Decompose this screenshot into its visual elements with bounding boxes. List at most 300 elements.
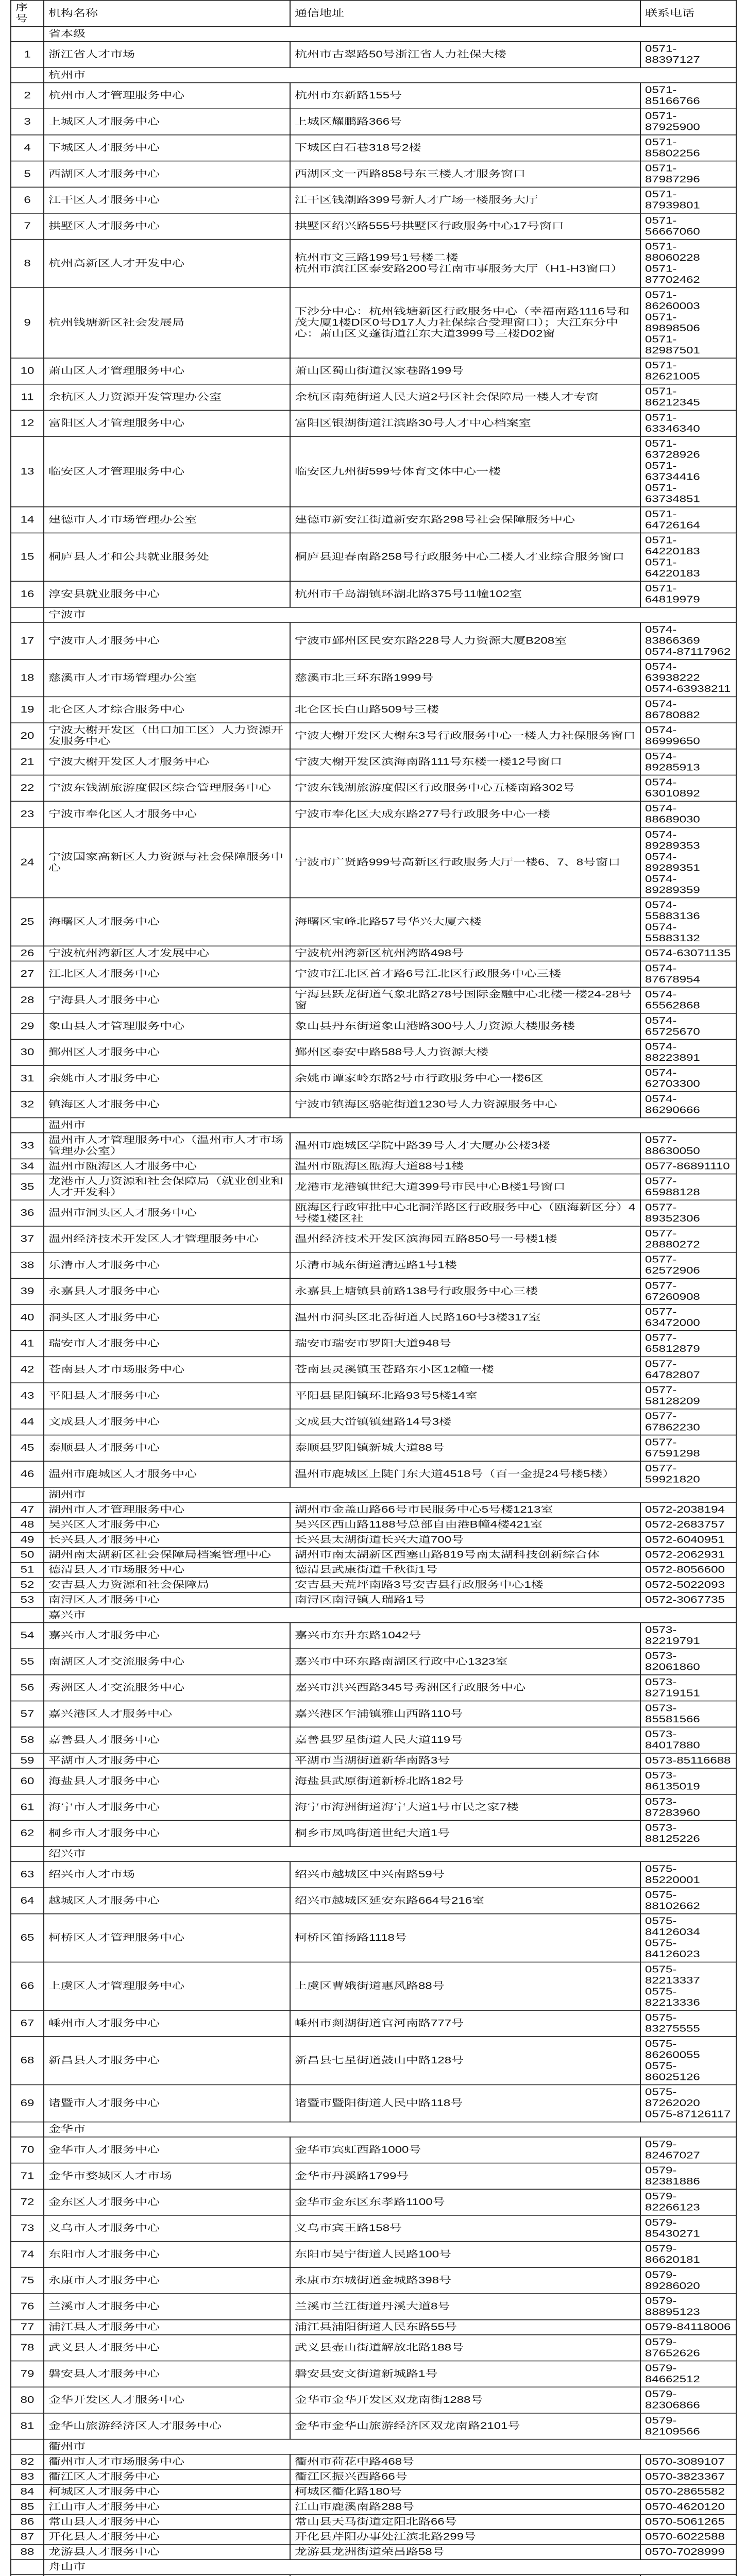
- region-label: 省本级: [44, 26, 736, 41]
- institution-name: 象山县人才管理服务中心: [44, 1013, 290, 1040]
- table-row: [11, 987, 736, 1013]
- contact-phone: 0579-85430271: [640, 2215, 736, 2242]
- table-row: [11, 2215, 736, 2242]
- row-number: 65: [11, 1914, 44, 1962]
- mailing-address: 海宁市海洲街道海宁大道1号市民之家7楼: [290, 1794, 640, 1821]
- mailing-address: 平阳县昆阳镇环北路93号5楼14室: [290, 1383, 640, 1409]
- table-row: [11, 287, 736, 358]
- institution-name: 宁波大榭开发区人才服务中心: [44, 749, 290, 775]
- header-number: 序号: [11, 1, 44, 27]
- mailing-address: 龙港市龙港镇世纪大道399号市民中心B楼1号窗口: [290, 1174, 640, 1200]
- contact-phone: 0571-85166766: [640, 83, 736, 109]
- mailing-address: 兰溪市兰江街道丹溪大道8号: [290, 2294, 640, 2320]
- institution-name: 越城区人才服务中心: [44, 1888, 290, 1914]
- contact-phone: 0574-89289353 0574-89289351 0574-89289359: [640, 827, 736, 898]
- table-row: [11, 961, 736, 987]
- mailing-address: 温州市鹿城区上陡门东大道4518号（百一金提24号楼5楼）: [290, 1461, 640, 1487]
- row-number: 76: [11, 2294, 44, 2320]
- contact-phone: 0571-64819979: [640, 581, 736, 607]
- institution-name: 南湖区人才交流服务中心: [44, 1649, 290, 1675]
- table-row: [11, 2545, 736, 2560]
- mailing-address: 北仑区长白山路509号三楼: [290, 697, 640, 723]
- table-row: [11, 1133, 736, 1159]
- row-number: 17: [11, 622, 44, 659]
- contact-phone: 0574-86999650: [640, 723, 736, 749]
- row-number: 19: [11, 697, 44, 723]
- table-row: [11, 1331, 736, 1357]
- table-row: [11, 946, 736, 961]
- institution-name: 宁波市人才服务中心: [44, 622, 290, 659]
- contact-phone: 0574-89285913: [640, 749, 736, 775]
- row-number: 66: [11, 1962, 44, 2010]
- mailing-address: 嵊州市剡湖街道官河南路777号: [290, 2010, 640, 2037]
- mailing-address: 文成县大峃镇镇建路14号3楼: [290, 1409, 640, 1435]
- table-row: [11, 1461, 736, 1487]
- table-row: [11, 1861, 736, 1888]
- table-row: [11, 2454, 736, 2469]
- institution-name: 杭州市人才管理服务中心: [44, 83, 290, 109]
- row-number: 38: [11, 1252, 44, 1279]
- region-number-cell: [11, 607, 44, 622]
- row-number: 20: [11, 723, 44, 749]
- table-row: [11, 1159, 736, 1174]
- mailing-address: 象山县丹东街道象山港路300号人力资源大楼服务楼: [290, 1013, 640, 1040]
- mailing-address: 上城区耀鹏路366号: [290, 109, 640, 135]
- table-row: [11, 213, 736, 240]
- mailing-address: 柯桥区笛扬路1118号: [290, 1914, 640, 1962]
- contact-phone: 0575-86260055 0575-86025126: [640, 2037, 736, 2085]
- contact-phone: 0574-63938222 0574-63938211: [640, 659, 736, 697]
- contact-phone: 0572-3067735: [640, 1592, 736, 1607]
- mailing-address: 衢江区振兴西路66号: [290, 2469, 640, 2484]
- contact-phone: 0572-5022093: [640, 1578, 736, 1592]
- table-row: [11, 1701, 736, 1727]
- row-number: 84: [11, 2484, 44, 2499]
- table-row: [11, 2413, 736, 2439]
- region-row: [11, 2439, 736, 2454]
- institution-name: 吴兴区人才服务中心: [44, 1517, 290, 1532]
- region-number-cell: [11, 26, 44, 41]
- institution-name: 金华市人才服务中心: [44, 2137, 290, 2163]
- row-number: 16: [11, 581, 44, 607]
- row-number: 45: [11, 1435, 44, 1461]
- institution-name: 衢江区人才服务中心: [44, 2469, 290, 2484]
- table-row: [11, 135, 736, 161]
- contact-phone: 0577-62572906: [640, 1252, 736, 1279]
- contact-phone: 0571-87925900: [640, 109, 736, 135]
- institution-name: 鄞州区人才服务中心: [44, 1039, 290, 1065]
- institution-name: 海曙区人才服务中心: [44, 898, 290, 946]
- institution-name: 龙游县人才服务中心: [44, 2545, 290, 2560]
- contact-phone: 0575-84126034 0575-84126023: [640, 1914, 736, 1962]
- mailing-address: 金华市丹溪路1799号: [290, 2163, 640, 2190]
- contact-phone: 0579-84118006: [640, 2320, 736, 2335]
- institution-name: 宁波东钱湖旅游度假区综合管理服务中心: [44, 775, 290, 801]
- institution-name: 临安区人才管理服务中心: [44, 436, 290, 507]
- mailing-address: 义乌市宾王路158号: [290, 2215, 640, 2242]
- row-number: 68: [11, 2037, 44, 2085]
- row-number: 24: [11, 827, 44, 898]
- institution-name: 浦江县人才服务中心: [44, 2320, 290, 2335]
- institution-name: 温州市洞头区人才服务中心: [44, 1200, 290, 1226]
- contact-phone: 0574-88223891: [640, 1039, 736, 1065]
- contact-phone: 0572-2038194: [640, 1502, 736, 1517]
- row-number: 39: [11, 1278, 44, 1304]
- table-row: [11, 2515, 736, 2530]
- table-row: [11, 723, 736, 749]
- institution-name: 金华山旅游经济区人才服务中心: [44, 2413, 290, 2439]
- contact-phone: 0570-5061265: [640, 2515, 736, 2530]
- table-row: [11, 2335, 736, 2361]
- table-header-row: [11, 1, 736, 27]
- contact-phone: 0572-6040951: [640, 1532, 736, 1547]
- contact-phone: 0571-64726164: [640, 507, 736, 533]
- table-row: [11, 410, 736, 436]
- mailing-address: 宁波市鄞州区民安东路228号人力资源大厦B208室: [290, 622, 640, 659]
- contact-phone: 0579-87652626: [640, 2335, 736, 2361]
- contact-phone: 0579-82109566: [640, 2413, 736, 2439]
- contact-phone: 0575-82213337 0575-82213336: [640, 1962, 736, 2010]
- row-number: 37: [11, 1226, 44, 1252]
- contact-phone: 0575-83275555: [640, 2010, 736, 2037]
- institution-name: 苍南县人才市场服务中心: [44, 1357, 290, 1383]
- row-number: 44: [11, 1409, 44, 1435]
- table-row: [11, 1563, 736, 1578]
- row-number: 80: [11, 2387, 44, 2413]
- contact-phone: 0577-88630050: [640, 1133, 736, 1159]
- mailing-address: 江山市鹿溪南路288号: [290, 2499, 640, 2514]
- table-row: [11, 83, 736, 109]
- contact-phone: 0574-86290666: [640, 1092, 736, 1118]
- mailing-address: 杭州市文三路199号1号楼二楼 杭州市滨江区泰安路200号江南市事服务大厅（H1-H3窗口）: [290, 240, 640, 288]
- region-row: [11, 1607, 736, 1622]
- mailing-address: 金华市金华山旅游经济区双龙南路2101号: [290, 2413, 640, 2439]
- institution-name: 宁波市奉化区人才服务中心: [44, 801, 290, 827]
- institution-name: 平阳县人才服务中心: [44, 1383, 290, 1409]
- table-row: [11, 2267, 736, 2294]
- contact-phone: 0570-3823367: [640, 2469, 736, 2484]
- table-row: [11, 2361, 736, 2387]
- table-row: [11, 1914, 736, 1962]
- region-number-cell: [11, 1118, 44, 1133]
- mailing-address: 海盐县武原街道新桥北路182号: [290, 1768, 640, 1794]
- row-number: 15: [11, 533, 44, 581]
- mailing-address: 安吉县天荒坪南路3号安吉县行政服务中心1楼: [290, 1578, 640, 1592]
- contact-phone: 0573-85116688: [640, 1753, 736, 1768]
- institution-name: 萧山区人才管理服务中心: [44, 358, 290, 384]
- row-number: 30: [11, 1039, 44, 1065]
- contact-phone: 0571-87939801: [640, 187, 736, 213]
- contact-phone: 0574-88689030: [640, 801, 736, 827]
- mailing-address: 宁波大榭开发区大榭东3号行政服务中心一楼人力社保服务窗口: [290, 723, 640, 749]
- contact-phone: 0579-89286020: [640, 2267, 736, 2294]
- row-number: 12: [11, 410, 44, 436]
- contact-phone: 0573-87283960: [640, 1794, 736, 1821]
- table-row: [11, 749, 736, 775]
- row-number: 5: [11, 161, 44, 188]
- table-row: [11, 898, 736, 946]
- mailing-address: 温州市洞头区北岙街道人民路160号3楼317室: [290, 1304, 640, 1331]
- row-number: 3: [11, 109, 44, 135]
- mailing-address: 德清县武康街道千秋街1号: [290, 1563, 640, 1578]
- contact-phone: 0571-56667060: [640, 213, 736, 240]
- contact-phone: 0572-2062931: [640, 1548, 736, 1563]
- contact-phone: 0571-87987296: [640, 161, 736, 188]
- institution-name: 浙江省人才市场: [44, 42, 290, 68]
- mailing-address: 嘉兴市中环东路南湖区行政中心1323室: [290, 1649, 640, 1675]
- institution-name: 宁波国家高新区人力资源与社会保障服务中心: [44, 827, 290, 898]
- header-phone: 联系电话: [640, 1, 736, 27]
- table-row: [11, 1962, 736, 2010]
- contact-phone: 0577-59921820: [640, 1461, 736, 1487]
- table-row: [11, 1820, 736, 1846]
- table-row: [11, 436, 736, 507]
- row-number: 6: [11, 187, 44, 213]
- contact-phone: 0574-63010892: [640, 775, 736, 801]
- contact-phone: 0577-65988128: [640, 1174, 736, 1200]
- contact-phone: 0579-88895123: [640, 2294, 736, 2320]
- institution-name: 金东区人才服务中心: [44, 2189, 290, 2215]
- institution-name: 上虞区人才管理服务中心: [44, 1962, 290, 2010]
- row-number: 21: [11, 749, 44, 775]
- mailing-address: 衢州市荷花中路468号: [290, 2454, 640, 2469]
- mailing-address: 柯城区衢化路180号: [290, 2484, 640, 2499]
- institution-name: 南浔区人才服务中心: [44, 1592, 290, 1607]
- row-number: 29: [11, 1013, 44, 1040]
- contact-phone: 0572-2683757: [640, 1517, 736, 1532]
- contact-phone: 0573-86135019: [640, 1768, 736, 1794]
- contact-phone: 0573-84017880: [640, 1727, 736, 1753]
- row-number: 74: [11, 2242, 44, 2268]
- mailing-address: 宁波市江北区首才路6号江北区行政服务中心三楼: [290, 961, 640, 987]
- row-number: 23: [11, 801, 44, 827]
- row-number: 56: [11, 1675, 44, 1701]
- table-row: [11, 1888, 736, 1914]
- mailing-address: 下城区白石巷318号2楼: [290, 135, 640, 161]
- mailing-address: 桐庐县迎春南路258号行政服务中心二楼人才业综合服务窗口: [290, 533, 640, 581]
- contact-phone: 0577-89352306: [640, 1200, 736, 1226]
- row-number: 64: [11, 1888, 44, 1914]
- contact-phone: 0573-82719151: [640, 1675, 736, 1701]
- row-number: 72: [11, 2189, 44, 2215]
- institution-name: 江山市人才服务中心: [44, 2499, 290, 2514]
- institution-name: 余杭区人力资源开发管理办公室: [44, 384, 290, 411]
- region-number-cell: [11, 2122, 44, 2137]
- row-number: 48: [11, 1517, 44, 1532]
- contact-phone: 0575-88102662: [640, 1888, 736, 1914]
- row-number: 14: [11, 507, 44, 533]
- row-number: 70: [11, 2137, 44, 2163]
- row-number: 36: [11, 1200, 44, 1226]
- table-row: [11, 1304, 736, 1331]
- institution-name: 温州经济技术开发区人才管理服务中心: [44, 1226, 290, 1252]
- mailing-address: 西湖区文一西路858号东三楼人才服务窗口: [290, 161, 640, 188]
- institution-name: 温州市鹿城区人才服务中心: [44, 1461, 290, 1487]
- row-number: 83: [11, 2469, 44, 2484]
- table-row: [11, 697, 736, 723]
- contact-phone: 0577-63472000: [640, 1304, 736, 1331]
- mailing-address: 开化县芹阳办事处江滨北路299号: [290, 2530, 640, 2545]
- institution-name: 乐清市人才服务中心: [44, 1252, 290, 1279]
- row-number: 82: [11, 2454, 44, 2469]
- table-row: [11, 1622, 736, 1649]
- contact-phone: 0577-67260908: [640, 1278, 736, 1304]
- contact-phone: 0577-67591298: [640, 1435, 736, 1461]
- table-row: [11, 1592, 736, 1607]
- mailing-address: 慈溪市北三环东路1999号: [290, 659, 640, 697]
- table-row: [11, 358, 736, 384]
- table-row: [11, 1409, 736, 1435]
- contact-phone: 0579-86620181: [640, 2242, 736, 2268]
- region-label: 杭州市: [44, 67, 736, 82]
- table-row: [11, 1675, 736, 1701]
- institution-name: 嘉兴市人才服务中心: [44, 1622, 290, 1649]
- mailing-address: 鄞州区泰安中路588号人力资源大楼: [290, 1039, 640, 1065]
- row-number: 32: [11, 1092, 44, 1118]
- table-row: [11, 109, 736, 135]
- row-number: 34: [11, 1159, 44, 1174]
- region-number-cell: [11, 2439, 44, 2454]
- row-number: 63: [11, 1861, 44, 1888]
- institution-name: 安吉县人力资源和社会保障局: [44, 1578, 290, 1592]
- contact-phone: 0571-85802256: [640, 135, 736, 161]
- table-row: [11, 1200, 736, 1226]
- row-number: 4: [11, 135, 44, 161]
- table-row: [11, 1794, 736, 1821]
- table-row: [11, 1092, 736, 1118]
- institution-name: 新昌县人才服务中心: [44, 2037, 290, 2085]
- institution-name: 平湖市人才服务中心: [44, 1753, 290, 1768]
- mailing-address: 湖州市金盖山路66号市民服务中心5号楼1213室: [290, 1502, 640, 1517]
- institution-name: 杭州钱塘新区社会发展局: [44, 287, 290, 358]
- institution-name: 镇海区人才服务中心: [44, 1092, 290, 1118]
- mailing-address: 萧山区蜀山街道汉家巷路199号: [290, 358, 640, 384]
- table-row: [11, 1013, 736, 1040]
- row-number: 10: [11, 358, 44, 384]
- institution-name: 文成县人才服务中心: [44, 1409, 290, 1435]
- region-row: [11, 1118, 736, 1133]
- contact-phone: 0571-86260003 0571-89898506 0571-82987501: [640, 287, 736, 358]
- mailing-address: 上虞区曹娥街道惠风路88号: [290, 1962, 640, 2010]
- institution-name: 兰溪市人才服务中心: [44, 2294, 290, 2320]
- contact-phone: 0573-82061860: [640, 1649, 736, 1675]
- table-row: [11, 659, 736, 697]
- mailing-address: 杭州市东新路155号: [290, 83, 640, 109]
- contact-phone: 0579-82467027: [640, 2137, 736, 2163]
- contact-phone: 0570-7028999: [640, 2545, 736, 2560]
- mailing-address: 嘉兴市东升东路1042号: [290, 1622, 640, 1649]
- contact-phone: 0574-62703300: [640, 1065, 736, 1092]
- table-row: [11, 2387, 736, 2413]
- row-number: 1: [11, 42, 44, 68]
- institution-name: 桐庐县人才和公共就业服务处: [44, 533, 290, 581]
- institution-name: 洞头区人才服务中心: [44, 1304, 290, 1331]
- region-label: 湖州市: [44, 1487, 736, 1502]
- table-row: [11, 1039, 736, 1065]
- institution-name: 东阳市人才服务中心: [44, 2242, 290, 2268]
- contact-phone: 0573-82219791: [640, 1622, 736, 1649]
- table-row: [11, 533, 736, 581]
- institution-name: 宁波杭州湾新区人才发展中心: [44, 946, 290, 961]
- institution-name: 嵊州市人才服务中心: [44, 2010, 290, 2037]
- row-number: 41: [11, 1331, 44, 1357]
- region-label: 宁波市: [44, 607, 736, 622]
- table-row: [11, 1768, 736, 1794]
- mailing-address: 吴兴区西山路1188号总部自由港B幢4楼421室: [290, 1517, 640, 1532]
- table-row: [11, 1065, 736, 1092]
- mailing-address: 乐清市城东街道清远路1号1楼: [290, 1252, 640, 1279]
- mailing-address: 苍南县灵溪镇玉苍路东小区12幢一楼: [290, 1357, 640, 1383]
- row-number: 87: [11, 2530, 44, 2545]
- mailing-address: 瓯海区行政审批中心北洞洋路区行政服务中心（瓯海新区分）4号楼1楼区社: [290, 1200, 640, 1226]
- institution-name: 宁波大榭开发区（出口加工区）人力资源开发服务中心: [44, 723, 290, 749]
- row-number: 42: [11, 1357, 44, 1383]
- row-number: 67: [11, 2010, 44, 2037]
- contact-phone: 0571-63346340: [640, 410, 736, 436]
- mailing-address: 宁波市奉化区大成东路277号行政服务中心一楼: [290, 801, 640, 827]
- mailing-address: 温州经济技术开发区滨海园五路850号一号楼1楼: [290, 1226, 640, 1252]
- mailing-address: 桐乡市凤鸣街道世纪大道1号: [290, 1820, 640, 1846]
- row-number: 11: [11, 384, 44, 411]
- table-row: [11, 42, 736, 68]
- mailing-address: 永康市东城街道金城路398号: [290, 2267, 640, 2294]
- mailing-address: 宁海县跃龙街道气象北路278号国际金融中心北楼一楼24-28号窗: [290, 987, 640, 1013]
- row-number: 61: [11, 1794, 44, 1821]
- institution-name: 衢州市人才市场服务中心: [44, 2454, 290, 2469]
- row-number: 18: [11, 659, 44, 697]
- contact-phone: 0574-65562868: [640, 987, 736, 1013]
- institution-name: 磐安县人才服务中心: [44, 2361, 290, 2387]
- institution-name: 绍兴市人才市场: [44, 1861, 290, 1888]
- mailing-address: 浦江县浦阳街道人民东路55号: [290, 2320, 640, 2335]
- mailing-address: 绍兴市越城区延安东路664号216室: [290, 1888, 640, 1914]
- contact-phone: 0577-28880272: [640, 1226, 736, 1252]
- row-number: 13: [11, 436, 44, 507]
- region-row: [11, 2122, 736, 2137]
- mailing-address: 嘉兴港区乍浦镇雅山西路110号: [290, 1701, 640, 1727]
- mailing-address: 南浔区南浔镇人瑞路1号: [290, 1592, 640, 1607]
- institution-table: [10, 0, 737, 2576]
- mailing-address: 诸暨市暨阳街道人民中路118号: [290, 2084, 640, 2122]
- table-row: [11, 187, 736, 213]
- row-number: 40: [11, 1304, 44, 1331]
- institution-name: 常山县人才服务中心: [44, 2515, 290, 2530]
- contact-phone: 0570-2865582: [640, 2484, 736, 2499]
- mailing-address: 长兴县太湖街道长兴大道700号: [290, 1532, 640, 1547]
- table-row: [11, 1357, 736, 1383]
- row-number: 69: [11, 2084, 44, 2122]
- mailing-address: 临安区九州街599号体育文体中心一楼: [290, 436, 640, 507]
- table-row: [11, 161, 736, 188]
- table-row: [11, 581, 736, 607]
- institution-name: 桐乡市人才服务中心: [44, 1820, 290, 1846]
- mailing-address: 永嘉县上塘镇县前路138号行政服务中心三楼: [290, 1278, 640, 1304]
- row-number: 57: [11, 1701, 44, 1727]
- contact-phone: 0577-65812879: [640, 1331, 736, 1357]
- table-row: [11, 1502, 736, 1517]
- institution-name: 西湖区人才服务中心: [44, 161, 290, 188]
- institution-name: 金华市婺城区人才市场: [44, 2163, 290, 2190]
- table-row: [11, 1278, 736, 1304]
- mailing-address: 杭州市千岛湖镇环湖北路375号11幢102室: [290, 581, 640, 607]
- mailing-address: 绍兴市越城区中兴南路59号: [290, 1861, 640, 1888]
- institution-name: 江北区人才服务中心: [44, 961, 290, 987]
- table-row: [11, 2294, 736, 2320]
- table-row: [11, 384, 736, 411]
- mailing-address: 瑞安市瑞安市罗阳大道948号: [290, 1331, 640, 1357]
- institution-name: 瑞安市人才服务中心: [44, 1331, 290, 1357]
- institution-name: 温州市瓯海区人才服务中心: [44, 1159, 290, 1174]
